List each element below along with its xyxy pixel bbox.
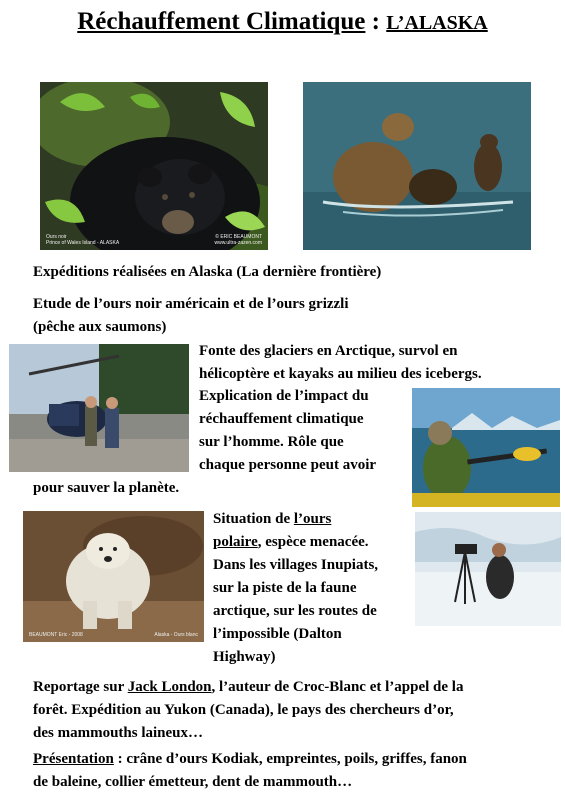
polar-bear-link-2: polaire xyxy=(213,534,258,550)
impact-line-1: Explication de l’impact du xyxy=(199,388,369,404)
black-bear-caption-left: Ours noir Prince of Wales Island - ALASKA xyxy=(46,234,120,246)
polar-bear-photo xyxy=(23,511,204,642)
bear-study-text xyxy=(33,293,349,339)
cameraman-photo xyxy=(415,512,561,626)
polar-bear-text xyxy=(213,508,378,669)
page-title xyxy=(0,8,565,36)
polar-bear-line-3: Dans les villages Inupiats, xyxy=(213,557,379,573)
impact-line-4: chaque personne peut avoir xyxy=(199,457,377,473)
polar-bear-caption-left: BEAUMONT Eric - 2008 xyxy=(29,632,83,638)
polar-bear-line-2-rest: , espèce menacée. xyxy=(257,534,369,550)
jack-london-link: Jack London xyxy=(127,679,212,695)
jack-london-prefix: Reportage sur xyxy=(33,679,128,695)
polar-bear-line-6: l’impossible (Dalton xyxy=(213,626,342,642)
glaciers-text xyxy=(199,340,482,386)
title-main: Réchauffement Climatique xyxy=(77,8,366,35)
jack-london-line-2: forêt. Expédition au Yukon (Canada), le pays des chercheurs d’or, xyxy=(33,702,454,718)
polar-bear-caption-right: Alaska - Ours blanc xyxy=(154,632,198,638)
presentation-line-2: de baleine, collier émetteur, dent de mammouth… xyxy=(33,774,353,790)
jack-london-rest: , l’auteur de Croc-Blanc et l’appel de la xyxy=(211,679,464,695)
polar-bear-line-5: arctique, sur les routes de xyxy=(213,603,377,619)
polar-bear-line-7: Highway) xyxy=(213,649,276,665)
jack-london-line-3: des mammouths laineux… xyxy=(33,725,204,741)
presentation-label: Présentation xyxy=(33,751,114,767)
polar-bear-line-1-prefix: Situation de xyxy=(213,511,294,527)
polar-bear-link-1: l’ours xyxy=(293,511,332,527)
bear-study-line-1: Etude de l’ours noir américain et de l’ours grizzli xyxy=(33,296,349,312)
impact-line-5: pour sauver la planète. xyxy=(33,480,180,496)
impact-line-3: sur l’homme. Rôle que xyxy=(199,434,344,450)
kayak-photo xyxy=(412,388,560,507)
presentation-text xyxy=(33,748,467,794)
grizzly-photo xyxy=(303,82,531,250)
title-sub: L’ALASKA xyxy=(386,12,488,34)
bear-study-line-2: (pêche aux saumons) xyxy=(33,319,167,335)
helicopter-photo xyxy=(9,344,189,472)
black-bear-photo xyxy=(40,82,268,250)
glaciers-line-1: Fonte des glaciers en Arctique, survol en xyxy=(199,343,458,359)
jack-london-text xyxy=(33,676,463,745)
title-sep: : xyxy=(365,8,387,35)
impact-text xyxy=(199,385,376,477)
glaciers-line-2: hélicoptère et kayaks au milieu des icebergs. xyxy=(199,366,482,382)
presentation-rest: : crâne d’ours Kodiak, empreintes, poils, griffes, fanon xyxy=(113,751,467,767)
expeditions-text: Expéditions réalisées en Alaska (La dernière frontière) xyxy=(33,264,382,280)
black-bear-caption-right: © ERIC BEAUMONT www.ultra-zazen.com xyxy=(214,234,262,246)
impact-line-2: réchauffement climatique xyxy=(199,411,364,427)
polar-bear-line-4: sur la piste de la faune xyxy=(213,580,357,596)
